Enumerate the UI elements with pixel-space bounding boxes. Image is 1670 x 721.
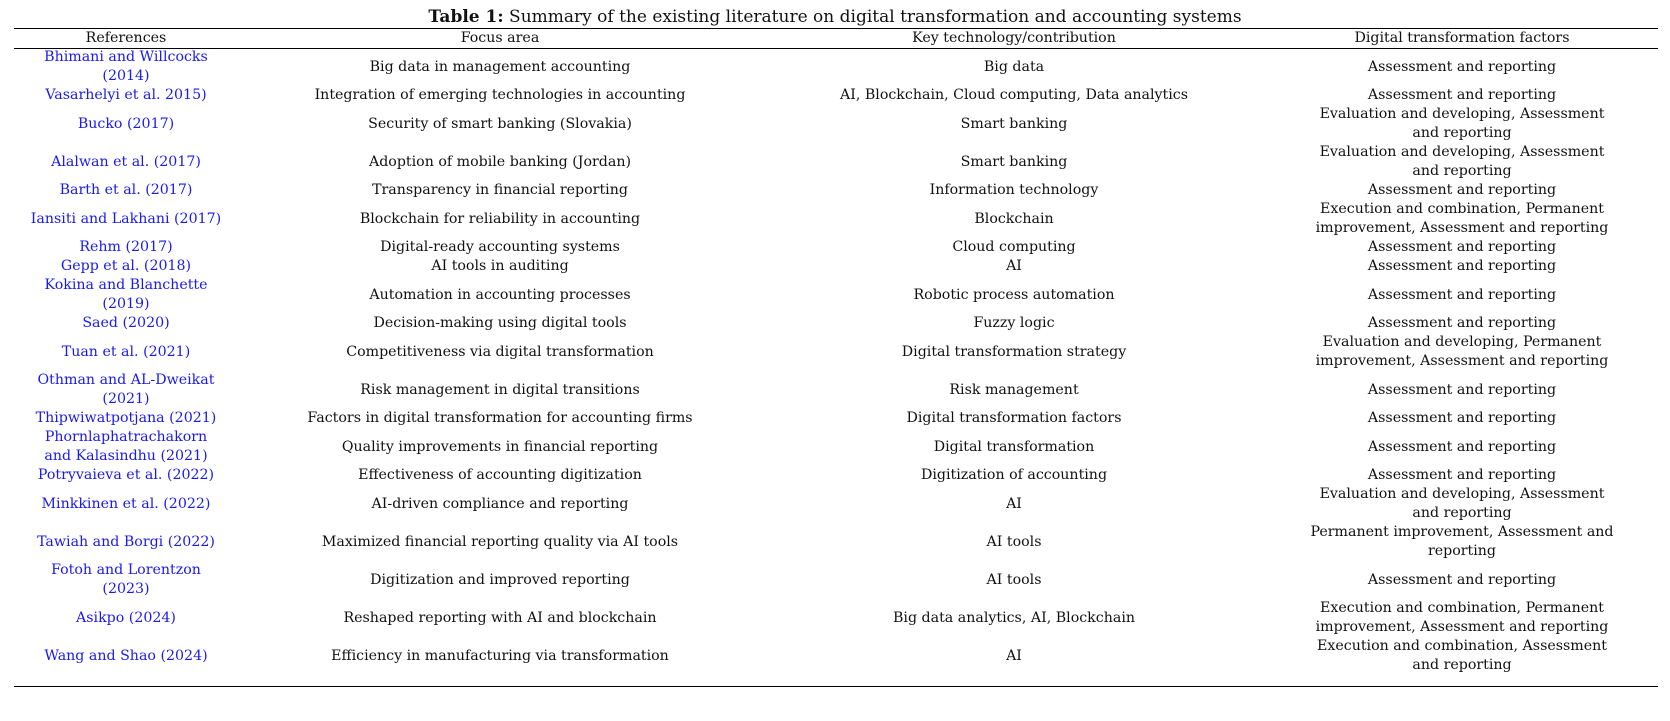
key-technology-cell: AI <box>1006 495 1022 512</box>
reference-link[interactable]: Kokina and Blanchette (2019) <box>44 277 208 312</box>
key-technology-cell: Digital transformation strategy <box>901 343 1127 360</box>
focus-area-cell: Risk management in digital transitions <box>360 381 640 398</box>
focus-area-cell: Reshaped reporting with AI and blockchain <box>343 609 657 626</box>
dt-factors-cell: Assessment and reporting <box>1367 438 1557 455</box>
table-row <box>14 333 1658 371</box>
dt-factors-cell: Assessment and reporting <box>1367 410 1557 426</box>
reference-link[interactable]: Potryvaieva et al. (2022) <box>37 467 215 483</box>
table-caption-label: Table 1: <box>428 7 504 27</box>
focus-area-cell: Competitiveness via digital transformation <box>346 343 654 360</box>
table-row <box>14 371 1658 409</box>
focus-area-cell: Digital-ready accounting systems <box>380 239 620 255</box>
reference-link[interactable]: Iansiti and Lakhani (2017) <box>30 210 222 227</box>
focus-area-cell: Decision-making using digital tools <box>373 315 627 331</box>
dt-factors-cell: Evaluation and developing, Permanent improvement, Assessment and reporting <box>1315 334 1609 369</box>
focus-area-cell: Maximized financial reporting quality via AI tools <box>321 533 679 550</box>
reference-link[interactable]: Tawiah and Borgi (2022) <box>37 533 215 550</box>
focus-area-cell: Security of smart banking (Slovakia) <box>368 115 632 132</box>
key-technology-cell: AI, Blockchain, Cloud computing, Data analytics <box>839 87 1189 103</box>
dt-factors-cell: Execution and combination, Permanent improvement, Assessment and reporting <box>1315 600 1609 635</box>
table-row <box>14 238 1658 257</box>
table-row <box>14 200 1658 238</box>
focus-area-cell: Adoption of mobile banking (Jordan) <box>368 153 632 170</box>
focus-area-cell: Integration of emerging technologies in accounting <box>314 87 686 103</box>
key-technology-cell: Information technology <box>929 182 1099 198</box>
key-technology-cell: Big data analytics, AI, Blockchain <box>893 609 1135 626</box>
key-technology-cell: Blockchain <box>974 210 1054 227</box>
reference-link[interactable]: Tuan et al. (2021) <box>61 343 191 360</box>
table-row <box>14 314 1658 333</box>
dt-factors-cell: Assessment and reporting <box>1367 286 1557 303</box>
key-technology-cell: AI <box>1006 647 1022 664</box>
table-row <box>14 466 1658 485</box>
table-row <box>14 599 1658 637</box>
focus-area-cell: Big data in management accounting <box>369 58 631 75</box>
reference-link[interactable]: Gepp et al. (2018) <box>60 258 192 274</box>
table-row <box>14 637 1658 675</box>
key-technology-cell: Smart banking <box>960 153 1068 170</box>
key-technology-cell: Digital transformation <box>933 438 1095 455</box>
dt-factors-cell: Assessment and reporting <box>1367 87 1557 103</box>
key-technology-cell: AI tools <box>986 571 1042 588</box>
key-technology-cell: Cloud computing <box>952 239 1076 255</box>
reference-link[interactable]: Phornlaphatrachakorn and Kalasindhu (2021) <box>44 429 208 464</box>
table-row <box>14 485 1658 523</box>
dt-factors-cell: Assessment and reporting <box>1367 258 1557 274</box>
table-header-row <box>14 28 1658 48</box>
dt-factors-cell: Assessment and reporting <box>1367 315 1557 331</box>
dt-factors-cell: Execution and combination, Assessment and reporting <box>1317 638 1607 673</box>
dt-factors-cell: Evaluation and developing, Assessment and reporting <box>1319 144 1605 179</box>
header-references: References <box>85 29 167 46</box>
reference-link[interactable]: Barth et al. (2017) <box>59 182 193 198</box>
focus-area-cell: Factors in digital transformation for accounting firms <box>307 410 693 426</box>
reference-link[interactable]: Saed (2020) <box>82 315 170 331</box>
header-focus-area: Focus area <box>460 29 540 46</box>
key-technology-cell: Risk management <box>949 381 1079 398</box>
table-row <box>14 105 1658 143</box>
table-row <box>14 276 1658 314</box>
table-bottom-rule <box>14 686 1658 687</box>
focus-area-cell: Digitization and improved reporting <box>370 571 630 588</box>
key-technology-cell: AI <box>1006 258 1022 274</box>
focus-area-cell: Efficiency in manufacturing via transformation <box>331 647 669 664</box>
focus-area-cell: Blockchain for reliability in accounting <box>359 210 641 227</box>
dt-factors-cell: Assessment and reporting <box>1367 467 1557 483</box>
table-caption-text: Summary of the existing literature on digital transformation and accounting systems <box>509 7 1242 27</box>
reference-link[interactable]: Bucko (2017) <box>77 115 175 132</box>
table-row <box>14 48 1658 86</box>
table-caption <box>0 6 1670 28</box>
focus-area-cell: Quality improvements in financial reporting <box>341 438 659 455</box>
key-technology-cell: Robotic process automation <box>913 286 1115 303</box>
reference-link[interactable]: Fotoh and Lorentzon (2023) <box>51 562 201 597</box>
reference-link[interactable]: Wang and Shao (2024) <box>44 647 208 664</box>
dt-factors-cell: Evaluation and developing, Assessment and reporting <box>1319 106 1605 141</box>
table-body <box>14 48 1658 675</box>
focus-area-cell: Automation in accounting processes <box>369 286 631 303</box>
key-technology-cell: Fuzzy logic <box>973 315 1055 331</box>
key-technology-cell: Digital transformation factors <box>906 410 1122 426</box>
key-technology-cell: Big data <box>983 58 1045 75</box>
key-technology-cell: AI tools <box>986 533 1042 550</box>
table-row <box>14 409 1658 428</box>
dt-factors-cell: Assessment and reporting <box>1367 239 1557 255</box>
reference-link[interactable]: Asikpo (2024) <box>76 609 176 626</box>
key-technology-cell: Smart banking <box>960 115 1068 132</box>
table-row <box>14 257 1658 276</box>
dt-factors-cell: Assessment and reporting <box>1367 381 1557 398</box>
reference-link[interactable]: Minkkinen et al. (2022) <box>41 495 211 512</box>
table-row <box>14 561 1658 599</box>
reference-link[interactable]: Alalwan et al. (2017) <box>51 153 201 170</box>
header-dt-factors: Digital transformation factors <box>1354 29 1570 46</box>
literature-table <box>14 28 1658 675</box>
dt-factors-cell: Assessment and reporting <box>1367 182 1557 198</box>
table-row <box>14 143 1658 181</box>
dt-factors-cell: Evaluation and developing, Assessment and reporting <box>1319 486 1605 521</box>
reference-link[interactable]: Vasarhelyi et al. 2015) <box>45 87 207 103</box>
dt-factors-cell: Assessment and reporting <box>1367 571 1557 588</box>
table-row <box>14 523 1658 561</box>
table-row <box>14 86 1658 105</box>
dt-factors-cell: Permanent improvement, Assessment and reporting <box>1310 524 1614 559</box>
reference-link[interactable]: Thipwiwatpotjana (2021) <box>35 410 217 426</box>
reference-link[interactable]: Othman and AL-Dweikat (2021) <box>37 372 215 407</box>
dt-factors-cell: Execution and combination, Permanent improvement, Assessment and reporting <box>1315 201 1609 236</box>
table-row <box>14 428 1658 466</box>
header-key-technology: Key technology/contribution <box>912 29 1116 46</box>
focus-area-cell: AI tools in auditing <box>431 258 569 274</box>
focus-area-cell: Transparency in financial reporting <box>372 182 628 198</box>
dt-factors-cell: Assessment and reporting <box>1367 58 1557 75</box>
table-row <box>14 181 1658 200</box>
focus-area-cell: AI-driven compliance and reporting <box>371 495 629 512</box>
reference-link[interactable]: Bhimani and Willcocks (2014) <box>44 49 208 84</box>
reference-link[interactable]: Rehm (2017) <box>79 239 173 255</box>
focus-area-cell: Effectiveness of accounting digitization <box>358 467 642 483</box>
key-technology-cell: Digitization of accounting <box>920 467 1108 483</box>
